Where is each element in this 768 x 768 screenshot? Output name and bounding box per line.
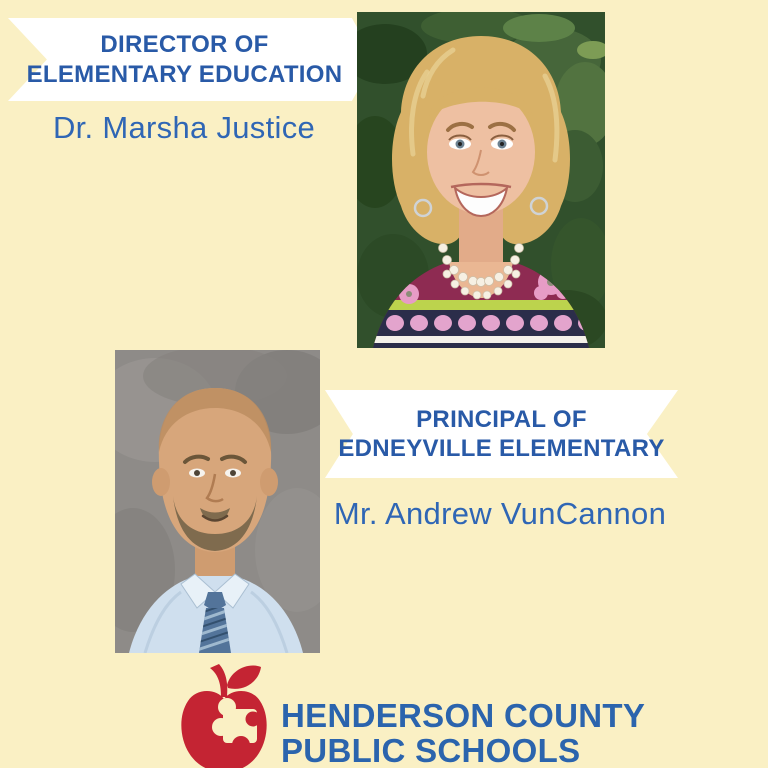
- district-name-line-1: HENDERSON COUNTY: [281, 697, 646, 734]
- man-portrait-illustration: [115, 350, 320, 653]
- role-banner-director-text: [8, 18, 361, 101]
- role-line-1: PRINCIPAL OF: [416, 405, 587, 433]
- woman-portrait-illustration: [357, 12, 605, 348]
- person-name-andrew-vuncannon: Mr. Andrew VunCannon: [333, 496, 667, 531]
- apple-puzzle-icon: [181, 663, 271, 768]
- woman-portrait-photo: [357, 12, 605, 348]
- role-line-1: DIRECTOR OF: [100, 31, 269, 59]
- person-name-marsha-justice: Dr. Marsha Justice: [52, 110, 316, 145]
- district-name-line-2: PUBLIC SCHOOLS: [281, 732, 581, 768]
- role-banner-principal-text: [325, 390, 678, 478]
- district-name: [281, 698, 645, 768]
- man-portrait-photo: [115, 350, 320, 653]
- district-logo: [181, 663, 271, 768]
- role-line-2: EDNEYVILLE ELEMENTARY: [338, 435, 665, 462]
- role-line-2: ELEMENTARY EDUCATION: [26, 60, 343, 88]
